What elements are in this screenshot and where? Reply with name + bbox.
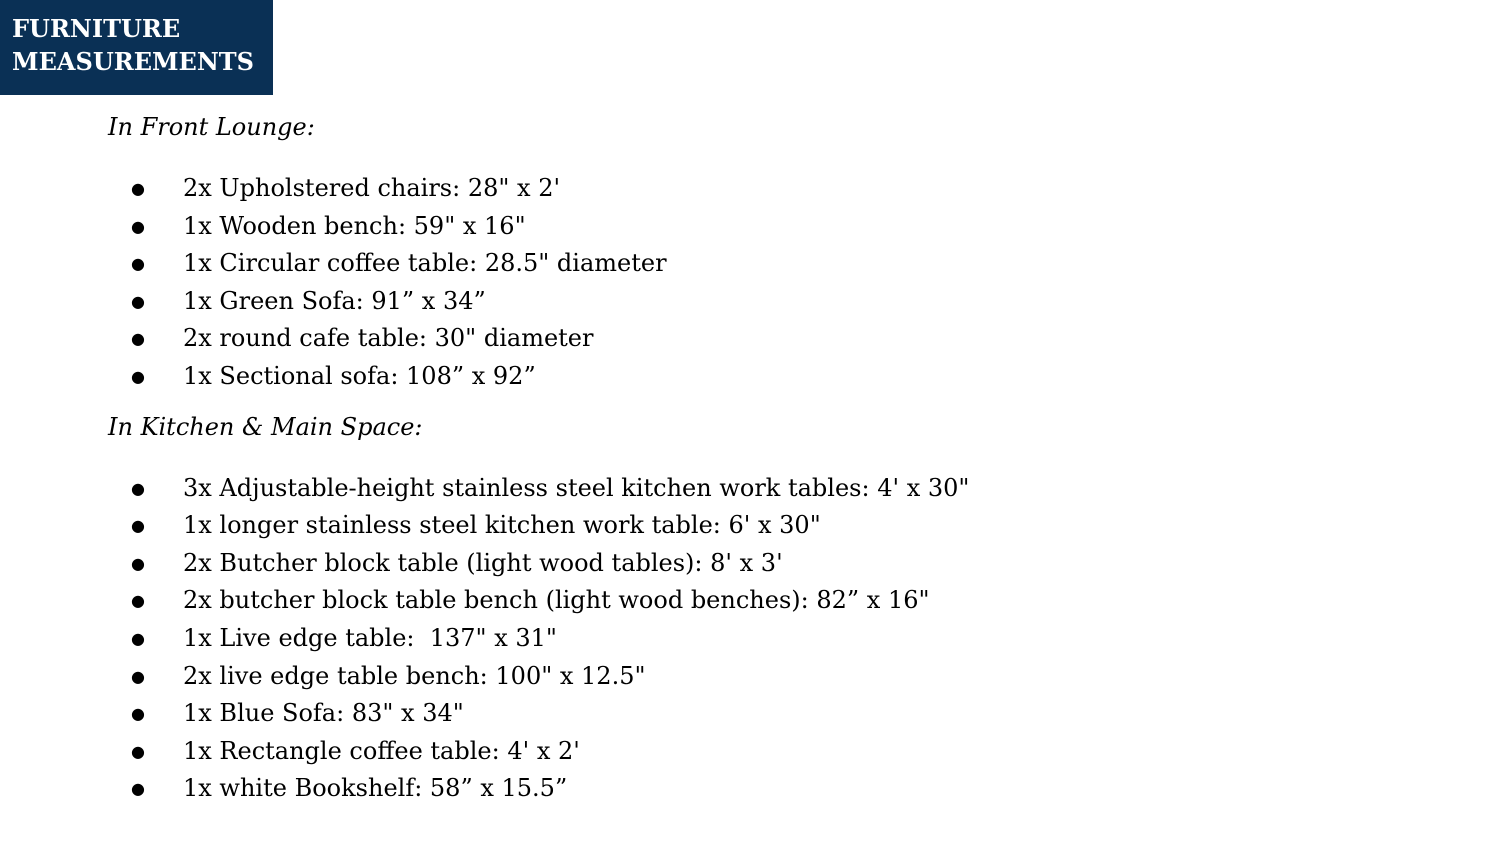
list-item — [108, 283, 1458, 321]
list-item-text: 2x Butcher block table (light wood tables): 8' x 3' — [183, 548, 783, 577]
bullet-icon: ● — [131, 741, 145, 761]
bullet-icon: ● — [131, 553, 145, 573]
list-item-text: 2x round cafe table: 30" diameter — [183, 324, 594, 353]
bullet-icon: ● — [131, 216, 145, 236]
title-banner — [0, 0, 273, 95]
bullet-icon: ● — [131, 516, 145, 536]
document-body — [108, 108, 1458, 808]
bullet-icon: ● — [131, 329, 145, 349]
list-item-text: 2x live edge table bench: 100" x 12.5" — [183, 661, 646, 690]
list-item — [108, 733, 1458, 771]
bullet-icon: ● — [131, 779, 145, 799]
list-item-text: 1x longer stainless steel kitchen work table: 6' x 30" — [183, 511, 821, 540]
list-item — [108, 620, 1458, 658]
title-line-2: MEASUREMENTS — [12, 47, 254, 76]
list-item — [108, 658, 1458, 696]
title-line-1: FURNITURE — [12, 14, 181, 43]
bullet-icon: ● — [131, 254, 145, 274]
list-item-text: 1x Live edge table: 137" x 31" — [183, 623, 557, 652]
kitchen-main-space-list — [108, 470, 1458, 808]
list-item-text: 1x Green Sofa: 91” x 34” — [183, 286, 486, 315]
list-item — [108, 320, 1458, 358]
list-item-text: 2x butcher block table bench (light wood benches): 82” x 16" — [183, 586, 930, 615]
bullet-icon: ● — [131, 291, 145, 311]
bullet-icon: ● — [131, 591, 145, 611]
list-item — [108, 208, 1458, 246]
bullet-icon: ● — [131, 704, 145, 724]
list-item-text: 1x Blue Sofa: 83" x 34" — [183, 699, 464, 728]
list-item-text: 1x Wooden bench: 59" x 16" — [183, 211, 526, 240]
list-item — [108, 245, 1458, 283]
list-item — [108, 545, 1458, 583]
list-item — [108, 695, 1458, 733]
list-item-text: 1x Circular coffee table: 28.5" diameter — [183, 249, 667, 278]
list-item — [108, 770, 1458, 808]
list-item — [108, 470, 1458, 508]
list-item — [108, 582, 1458, 620]
front-lounge-list — [108, 170, 1458, 396]
section-heading-front-lounge: In Front Lounge: — [108, 113, 315, 141]
list-item — [108, 358, 1458, 396]
section-heading-kitchen-main-space: In Kitchen & Main Space: — [108, 412, 423, 441]
bullet-icon: ● — [131, 628, 145, 648]
bullet-icon: ● — [131, 478, 145, 498]
list-item-text: 2x Upholstered chairs: 28" x 2' — [183, 174, 561, 202]
list-item-text: 3x Adjustable-height stainless steel kitchen work tables: 4' x 30" — [183, 473, 970, 502]
list-item-text: 1x white Bookshelf: 58” x 15.5” — [183, 774, 568, 803]
bullet-icon: ● — [131, 366, 145, 386]
list-item — [108, 507, 1458, 545]
list-item — [108, 170, 1458, 208]
list-item-text: 1x Sectional sofa: 108” x 92” — [183, 361, 536, 390]
bullet-icon: ● — [131, 179, 145, 198]
list-item-text: 1x Rectangle coffee table: 4' x 2' — [183, 736, 580, 765]
bullet-icon: ● — [131, 666, 145, 686]
